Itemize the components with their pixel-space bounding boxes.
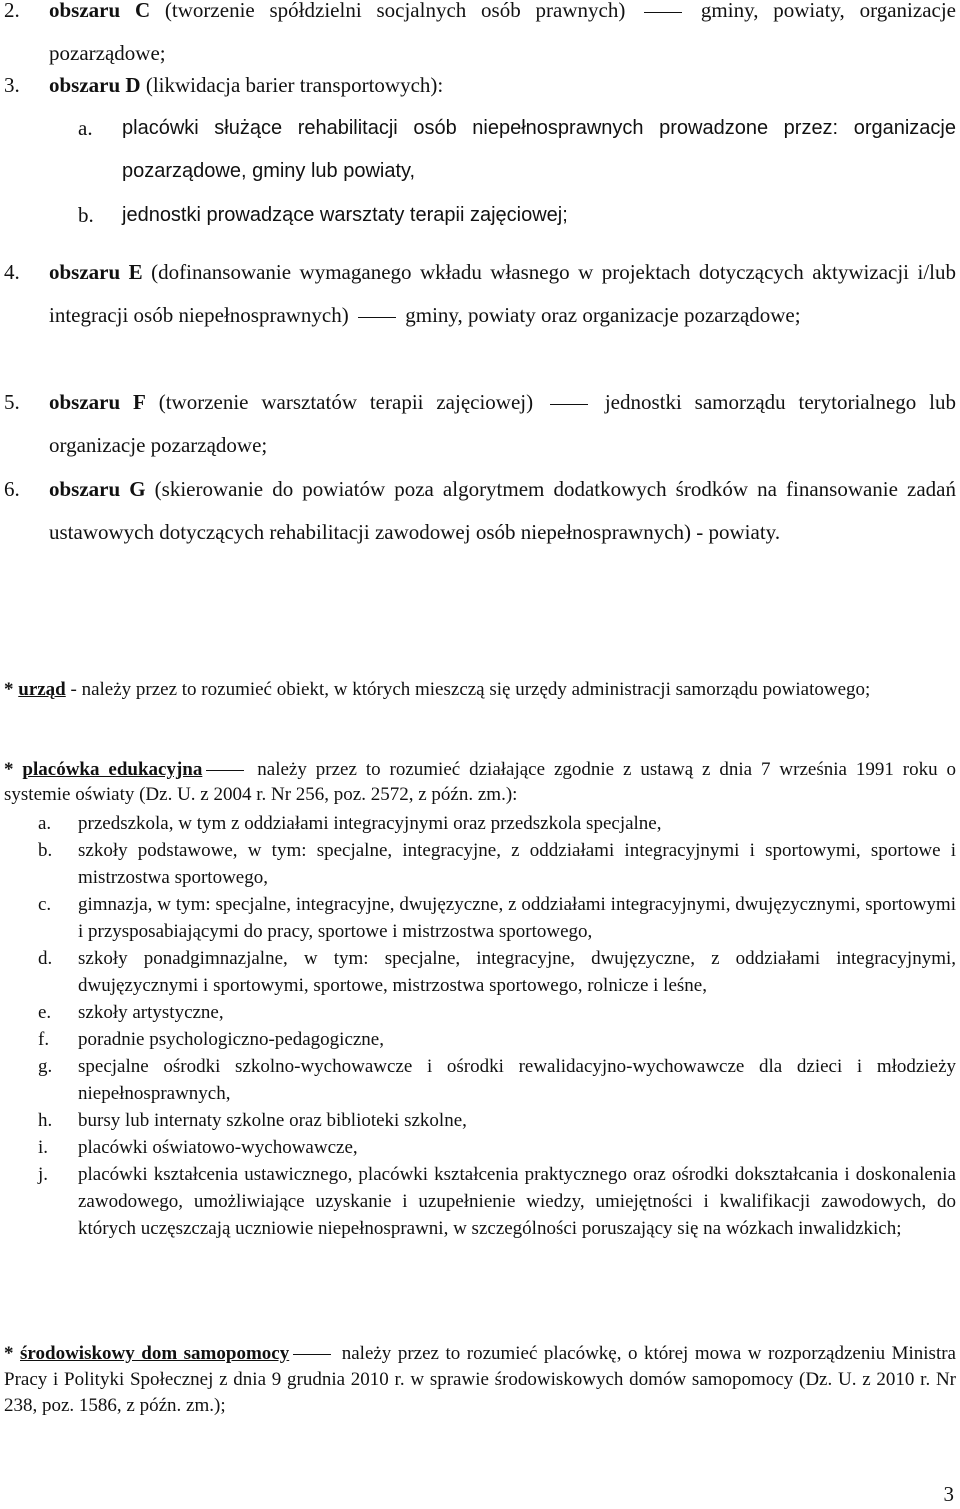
defined-term: środowiskowy dom samopomocy <box>20 1343 290 1364</box>
list-item <box>4 1026 956 1053</box>
definition-urzad <box>4 677 956 702</box>
list-item-text: poradnie psychologiczno-pedagogiczne, <box>78 1029 384 1050</box>
list-mark: b. <box>38 840 53 861</box>
sub-item-mark: a. <box>78 116 93 140</box>
area-beneficiaries: jednostki samorządu terytorialnego lub organizacje pozarządowe; <box>49 390 956 457</box>
institution-type-list <box>4 810 956 1242</box>
em-dash <box>206 770 244 771</box>
area-label: obszaru E <box>49 260 143 284</box>
list-number: 2. <box>4 0 20 22</box>
list-item <box>4 837 956 891</box>
list-number: 5. <box>4 390 20 414</box>
area-label: obszaru D <box>49 73 141 97</box>
area-label: obszaru C <box>49 0 151 22</box>
list-item-text: placówki kształcenia ustawicznego, placówki kształcenia praktycznego oraz ośrodki dokształcania i doskonalenia zawodowego, umożliwiające uzyskanie i uzupełnienie wiedzy, umiejętności i kwalifikacji zawodowych, do których uczęszczają uczniowie niepełnosprawni, w szczególności poruszający się na wózkach inwalidzkich; <box>78 1164 956 1239</box>
defined-term: urząd <box>18 679 66 700</box>
em-dash <box>550 404 588 405</box>
em-dash <box>293 1354 331 1355</box>
list-mark: i. <box>38 1137 49 1158</box>
list-mark: c. <box>38 894 52 915</box>
list-mark: d. <box>38 948 53 969</box>
list-mark: g. <box>38 1056 53 1077</box>
list-item <box>4 810 956 837</box>
sub-item-text: jednostki prowadzące warsztaty terapii zajęciowej; <box>122 204 568 226</box>
list-mark: a. <box>38 813 52 834</box>
list-item-text: szkoły ponadgimnazjalne, w tym: specjalne, integracyjne, dwujęzyczne, z oddziałami integracyjnymi, dwujęzycznymi i sportowymi, sportowe, mistrzostwa sportowego, rolnicze i leśne, <box>78 948 956 996</box>
definition-text: - należy przez to rozumieć obiekt, w których mieszczą się urzędy administracji samorządu powiatowego; <box>65 679 871 700</box>
definition-placowka-edukacyjna <box>4 757 956 807</box>
area-label: obszaru G <box>49 477 146 501</box>
sub-item-b <box>78 194 956 237</box>
area-description: (dofinansowanie wymaganego wkładu własnego w projektach dotyczących aktywizacji i/lub integracji osób niepełnosprawnych) <box>49 260 956 327</box>
list-item-text: szkoły artystyczne, <box>78 1002 224 1023</box>
footnote-star: * <box>4 759 23 780</box>
list-number: 4. <box>4 260 20 284</box>
defined-term: placówka edukacyjna <box>22 759 203 780</box>
list-item-text: bursy lub internaty szkolne oraz biblioteki szkolne, <box>78 1110 467 1131</box>
area-beneficiaries: gminy, powiaty oraz organizacje pozarządowe; <box>400 303 801 327</box>
area-beneficiaries: gminy, powiaty, organizacje pozarządowe; <box>49 0 956 65</box>
list-item <box>4 1053 956 1107</box>
list-number: 3. <box>4 73 20 97</box>
list-item-text: specjalne ośrodki szkolno-wychowawcze i ośrodki rewalidacyjno-wychowawcze dla dzieci i młodzieży niepełnosprawnych, <box>78 1056 956 1104</box>
list-item <box>4 999 956 1026</box>
list-mark: j. <box>38 1164 49 1185</box>
list-item <box>4 945 956 999</box>
list-item <box>4 891 956 945</box>
area-label: obszaru F <box>49 390 146 414</box>
footnote-star: * <box>4 1343 21 1364</box>
list-mark: f. <box>38 1029 50 1050</box>
footnote-star: * <box>4 679 19 700</box>
list-item-area-f <box>4 381 956 467</box>
list-item <box>4 1161 956 1242</box>
list-number: 6. <box>4 477 20 501</box>
list-mark: h. <box>38 1110 53 1131</box>
area-description: (skierowanie do powiatów poza algorytmem dodatkowych środków na finansowanie zadań ustawowych dotyczących rehabilitacji zawodowej osób niepełnosprawnych) - powiaty. <box>49 477 956 544</box>
area-description: (likwidacja barier transportowych): <box>140 73 444 97</box>
em-dash <box>358 317 396 318</box>
definition-text: należy przez to rozumieć placówkę, o której mowa w rozporządzeniu Ministra Pracy i Polityki Społecznej z dnia 9 grudnia 2010 r. w sprawie środowiskowych domów samopomocy (Dz. U. z 2010 r. Nr 238, poz. 1586, z późn. zm.); <box>4 1343 956 1416</box>
list-item-text: gimnazja, w tym: specjalne, integracyjne, dwujęzyczne, z oddziałami integracyjnymi, dwujęzycznymi, sportowymi i przysposabiającymi do pracy, sportowe i mistrzostwa sportowego, <box>78 894 956 942</box>
list-item-text: szkoły podstawowe, w tym: specjalne, integracyjne, z oddziałami integracyjnymi i sportowymi, sportowe i mistrzostwa sportowego, <box>78 840 956 888</box>
area-description: (tworzenie warsztatów terapii zajęciowej) <box>145 390 546 414</box>
page-number: 3 <box>943 1482 954 1506</box>
list-item-area-e <box>4 251 956 337</box>
definition-srodowiskowy-dom-samopomocy <box>4 1341 956 1419</box>
em-dash <box>644 12 682 13</box>
list-item <box>4 1134 956 1161</box>
sub-item-mark: b. <box>78 203 94 227</box>
list-item-text: placówki oświatowo-wychowawcze, <box>78 1137 358 1158</box>
area-description: (tworzenie spółdzielni socjalnych osób prawnych) <box>150 0 641 22</box>
sub-item-text: placówki służące rehabilitacji osób niepełnosprawnych prowadzone przez: organizacje pozarządowe, gminy lub powiaty, <box>122 117 956 182</box>
list-item-text: przedszkola, w tym z oddziałami integracyjnymi oraz przedszkola specjalne, <box>78 813 662 834</box>
list-item-area-d <box>4 64 956 107</box>
sub-item-a <box>78 107 956 193</box>
list-item <box>4 1107 956 1134</box>
list-item-area-g <box>4 468 956 554</box>
definition-text: należy przez to rozumieć działające zgodnie z ustawą z dnia 7 września 1991 roku o systemie oświaty (Dz. U. z 2004 r. Nr 256, poz. 2572, z późn. zm.): <box>4 759 957 805</box>
list-mark: e. <box>38 1002 52 1023</box>
